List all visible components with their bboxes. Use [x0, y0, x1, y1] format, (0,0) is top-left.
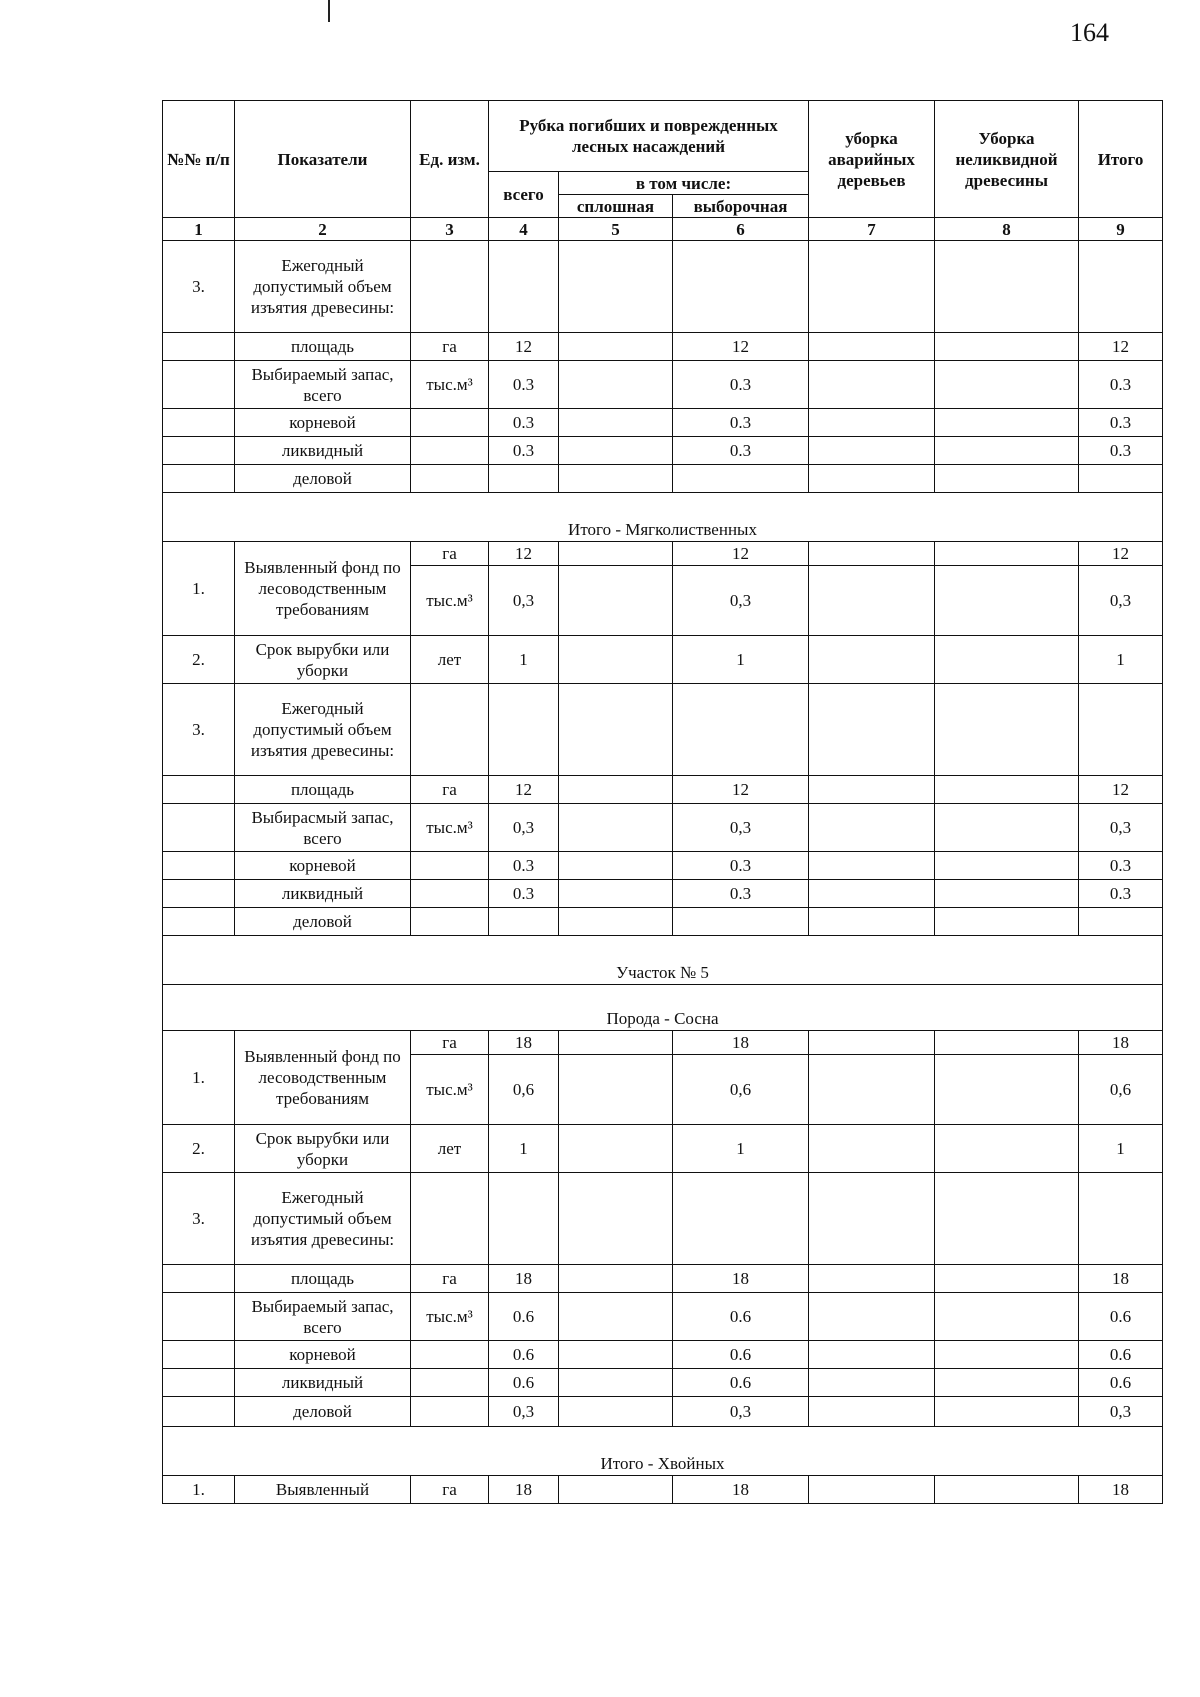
- row-label: деловой: [235, 1397, 411, 1427]
- value-cell: 1: [489, 636, 559, 684]
- section-row: [163, 493, 1163, 542]
- column-numbers-row: [163, 218, 1163, 241]
- value-cell: 0.3: [489, 437, 559, 465]
- value-cell: 0,3: [1079, 1397, 1163, 1427]
- header-all: всего: [489, 172, 559, 218]
- unit-cell: га: [411, 1476, 489, 1504]
- forest-felling-table: [162, 100, 1163, 1504]
- unit-cell: га: [411, 1265, 489, 1293]
- value-cell: 0.6: [673, 1369, 809, 1397]
- unit-cell: тыс.м³: [411, 361, 489, 409]
- value-cell: 1: [673, 636, 809, 684]
- table-row: [163, 1173, 1163, 1265]
- value-cell: 0,6: [1079, 1055, 1163, 1125]
- value-cell: 0.3: [489, 361, 559, 409]
- header-row: [163, 101, 1163, 172]
- col-num: 9: [1079, 218, 1163, 241]
- row-label: корневой: [235, 852, 411, 880]
- value-cell: 18: [1079, 1265, 1163, 1293]
- value-cell: 1: [1079, 1125, 1163, 1173]
- unit-cell: тыс.м³: [411, 1293, 489, 1341]
- section-title: Порода - Сосна: [163, 985, 1163, 1031]
- table-row: [163, 1341, 1163, 1369]
- row-label: деловой: [235, 908, 411, 936]
- col-num: 7: [809, 218, 935, 241]
- table-row: [163, 880, 1163, 908]
- header-including: в том числе:: [559, 172, 809, 195]
- table-row: [163, 1397, 1163, 1427]
- scan-mark: [328, 0, 330, 22]
- col-num: 2: [235, 218, 411, 241]
- table-row: [163, 437, 1163, 465]
- value-cell: 18: [1079, 1476, 1163, 1504]
- col-num: 1: [163, 218, 235, 241]
- unit-cell: лет: [411, 636, 489, 684]
- row-number: 1.: [163, 1031, 235, 1125]
- unit-cell: тыс.м³: [411, 566, 489, 636]
- header-emergency-trees: уборка аварийных деревьев: [809, 101, 935, 218]
- unit-cell: га: [411, 542, 489, 566]
- col-num: 4: [489, 218, 559, 241]
- table-row: [163, 1265, 1163, 1293]
- header-indicators: Показатели: [235, 101, 411, 218]
- header-total: Итого: [1079, 101, 1163, 218]
- row-label: Выбираемый запас, всего: [235, 1293, 411, 1341]
- value-cell: 18: [489, 1031, 559, 1055]
- value-cell: 12: [489, 333, 559, 361]
- row-number: 3.: [163, 241, 235, 333]
- value-cell: 18: [673, 1476, 809, 1504]
- row-label: площадь: [235, 1265, 411, 1293]
- header-unit: Ед. изм.: [411, 101, 489, 218]
- value-cell: 0.6: [1079, 1293, 1163, 1341]
- section-row: [163, 985, 1163, 1031]
- value-cell: 0.3: [1079, 852, 1163, 880]
- value-cell: 12: [1079, 776, 1163, 804]
- section-title: Участок № 5: [163, 936, 1163, 985]
- row-label: Срок вырубки или уборки: [235, 636, 411, 684]
- value-cell: 0,3: [673, 804, 809, 852]
- value-cell: 12: [673, 542, 809, 566]
- value-cell: 18: [673, 1265, 809, 1293]
- table-row: [163, 465, 1163, 493]
- row-number: 3.: [163, 1173, 235, 1265]
- table-row: [163, 241, 1163, 333]
- table-row: [163, 908, 1163, 936]
- value-cell: 0.3: [673, 361, 809, 409]
- value-cell: 0,3: [489, 1397, 559, 1427]
- value-cell: 0.6: [489, 1341, 559, 1369]
- value-cell: 0,3: [673, 1397, 809, 1427]
- row-label: Ежегодный допустимый объем изъятия древесины:: [235, 241, 411, 333]
- row-label: Выбираемый запас, всего: [235, 361, 411, 409]
- table-row: [163, 636, 1163, 684]
- value-cell: 0,3: [489, 566, 559, 636]
- table-row: [163, 1293, 1163, 1341]
- value-cell: 0.6: [489, 1293, 559, 1341]
- row-label: Ежегодный допустимый объем изъятия древесины:: [235, 684, 411, 776]
- col-num: 5: [559, 218, 673, 241]
- unit-cell: тыс.м³: [411, 1055, 489, 1125]
- unit-cell: тыс.м³: [411, 804, 489, 852]
- value-cell: 0,3: [1079, 566, 1163, 636]
- value-cell: 0.3: [1079, 437, 1163, 465]
- value-cell: 18: [1079, 1031, 1163, 1055]
- unit-cell: лет: [411, 1125, 489, 1173]
- table-row: [163, 776, 1163, 804]
- section-row: [163, 1427, 1163, 1476]
- row-label: ликвидный: [235, 1369, 411, 1397]
- header-clear-cut: сплошная: [559, 195, 673, 218]
- col-num: 3: [411, 218, 489, 241]
- value-cell: 0.6: [673, 1341, 809, 1369]
- value-cell: 12: [489, 542, 559, 566]
- row-label: Выявленный фонд по лесоводственным требованиям: [235, 542, 411, 636]
- table-row: [163, 542, 1163, 566]
- header-felling-group: Рубка погибших и поврежденных лесных насаждений: [489, 101, 809, 172]
- value-cell: 0.3: [673, 437, 809, 465]
- table-row: [163, 804, 1163, 852]
- row-label: Выявленный: [235, 1476, 411, 1504]
- section-title: Итого - Мягколиственных: [163, 493, 1163, 542]
- table-row: [163, 1031, 1163, 1055]
- row-number: 2.: [163, 1125, 235, 1173]
- value-cell: 0.3: [673, 852, 809, 880]
- value-cell: 1: [489, 1125, 559, 1173]
- row-label: площадь: [235, 333, 411, 361]
- value-cell: 0.3: [489, 409, 559, 437]
- value-cell: 12: [673, 776, 809, 804]
- value-cell: 12: [1079, 333, 1163, 361]
- value-cell: 0.3: [1079, 361, 1163, 409]
- value-cell: 12: [489, 776, 559, 804]
- row-label: Выбирасмый запас, всего: [235, 804, 411, 852]
- row-label: Срок вырубки или уборки: [235, 1125, 411, 1173]
- table-row: [163, 361, 1163, 409]
- table-row: [163, 684, 1163, 776]
- col-num: 6: [673, 218, 809, 241]
- value-cell: 0.3: [673, 409, 809, 437]
- value-cell: 0.6: [1079, 1369, 1163, 1397]
- value-cell: 0.6: [1079, 1341, 1163, 1369]
- value-cell: 0,3: [673, 566, 809, 636]
- row-label: площадь: [235, 776, 411, 804]
- table-row: [163, 852, 1163, 880]
- value-cell: 0.3: [673, 880, 809, 908]
- row-label: Ежегодный допустимый объем изъятия древесины:: [235, 1173, 411, 1265]
- value-cell: 18: [489, 1476, 559, 1504]
- row-label: Выявленный фонд по лесоводственным требованиям: [235, 1031, 411, 1125]
- col-num: 8: [935, 218, 1079, 241]
- value-cell: 0,3: [489, 804, 559, 852]
- value-cell: 0.3: [489, 852, 559, 880]
- row-number: 1.: [163, 1476, 235, 1504]
- header-nonliquid-wood: Уборка неликвидной древесины: [935, 101, 1079, 218]
- value-cell: 0.3: [1079, 409, 1163, 437]
- value-cell: 0.6: [489, 1369, 559, 1397]
- header-selective: выборочная: [673, 195, 809, 218]
- section-row: [163, 936, 1163, 985]
- value-cell: 0,6: [489, 1055, 559, 1125]
- value-cell: 0.6: [673, 1293, 809, 1341]
- value-cell: 0.3: [489, 880, 559, 908]
- value-cell: 12: [673, 333, 809, 361]
- value-cell: 1: [1079, 636, 1163, 684]
- row-label: деловой: [235, 465, 411, 493]
- row-label: корневой: [235, 1341, 411, 1369]
- row-label: ликвидный: [235, 437, 411, 465]
- value-cell: 12: [1079, 542, 1163, 566]
- table-row: [163, 1369, 1163, 1397]
- value-cell: 18: [673, 1031, 809, 1055]
- table-row: [163, 1125, 1163, 1173]
- header-number: №№ п/п: [163, 101, 235, 218]
- row-number: 2.: [163, 636, 235, 684]
- row-number: 3.: [163, 684, 235, 776]
- page-number: 164: [1070, 18, 1109, 47]
- table-row: [163, 1476, 1163, 1504]
- unit-cell: га: [411, 333, 489, 361]
- row-label: корневой: [235, 409, 411, 437]
- value-cell: 0.3: [1079, 880, 1163, 908]
- unit-cell: га: [411, 1031, 489, 1055]
- row-number: 1.: [163, 542, 235, 636]
- unit-cell: га: [411, 776, 489, 804]
- value-cell: 0,6: [673, 1055, 809, 1125]
- value-cell: 1: [673, 1125, 809, 1173]
- table-row: [163, 409, 1163, 437]
- row-label: ликвидный: [235, 880, 411, 908]
- value-cell: 18: [489, 1265, 559, 1293]
- value-cell: 0,3: [1079, 804, 1163, 852]
- section-title: Итого - Хвойных: [163, 1427, 1163, 1476]
- table-row: [163, 333, 1163, 361]
